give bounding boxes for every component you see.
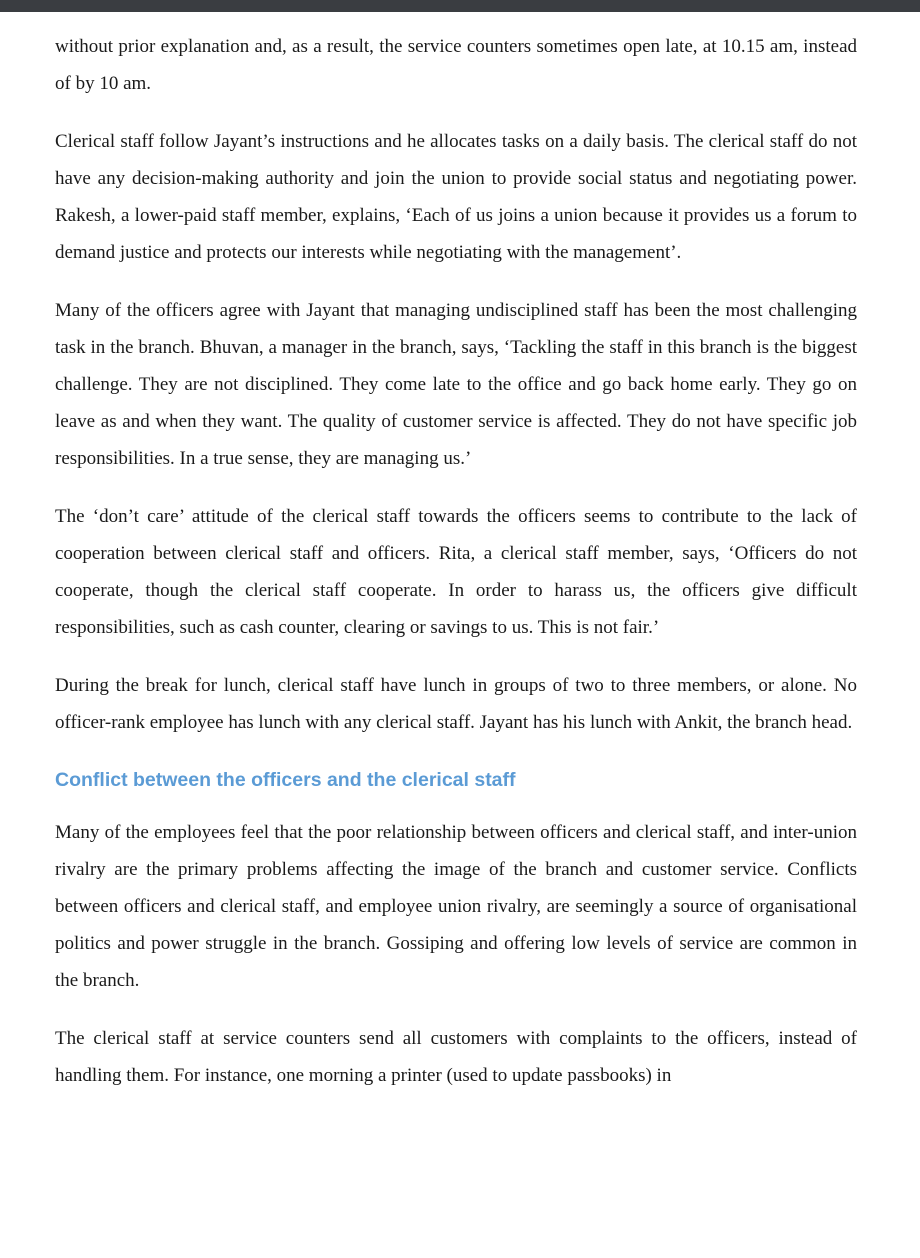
paragraph-officers-undisciplined-staff: Many of the officers agree with Jayant that managing undisciplined staff has been the most challenging task in the branch. Bhuvan, a manager in the branch, says, ‘Tackling the staff in this branch is the biggest challenge. They are not disciplined. They come late to the office and go back home early. They go on leave as and when they want. The quality of customer service is affected. They do not have specific job responsibilities. In a true sense, they are managing us.’ xyxy=(55,300,857,469)
window-top-bar xyxy=(0,0,920,12)
paragraph-service-counter-complaints: The clerical staff at service counters send all customers with complaints to the officers, instead of handling them. For instance, one morning a printer (used to update passbooks) in xyxy=(55,1028,857,1086)
section-heading-conflict: Conflict between the officers and the clerical staff xyxy=(55,769,516,791)
document-page xyxy=(55,28,857,1115)
paragraph-lunch-break: During the break for lunch, clerical staff have lunch in groups of two to three members, or alone. No officer-rank employee has lunch with any clerical staff. Jayant has his lunch with Ankit, the branch head. xyxy=(55,675,857,733)
paragraph-service-counters: without prior explanation and, as a result, the service counters sometimes open late, at 10.15 am, instead of by 10 am. xyxy=(55,36,857,94)
paragraph-poor-relationship: Many of the employees feel that the poor relationship between officers and clerical staff, and inter-union rivalry are the primary problems affecting the image of the branch and customer service. Conflicts between officers and clerical staff, and employee union rivalry, are seemingly a source of organisational politics and power struggle in the branch. Gossiping and offering low levels of service are common in the branch. xyxy=(55,822,857,991)
paragraph-dont-care-attitude: The ‘don’t care’ attitude of the clerical staff towards the officers seems to contribute to the lack of cooperation between clerical staff and officers. Rita, a clerical staff member, says, ‘Officers do not cooperate, though the clerical staff cooperate. In order to harass us, the officers give difficult responsibilities, such as cash counter, clearing or savings to us. This is not fair.’ xyxy=(55,506,857,638)
paragraph-clerical-staff-instructions: Clerical staff follow Jayant’s instructions and he allocates tasks on a daily basis. The clerical staff do not have any decision-making authority and join the union to provide social status and negotiating power. Rakesh, a lower-paid staff member, explains, ‘Each of us joins a union because it provides us a forum to demand justice and protects our interests while negotiating with the management’. xyxy=(55,131,857,263)
